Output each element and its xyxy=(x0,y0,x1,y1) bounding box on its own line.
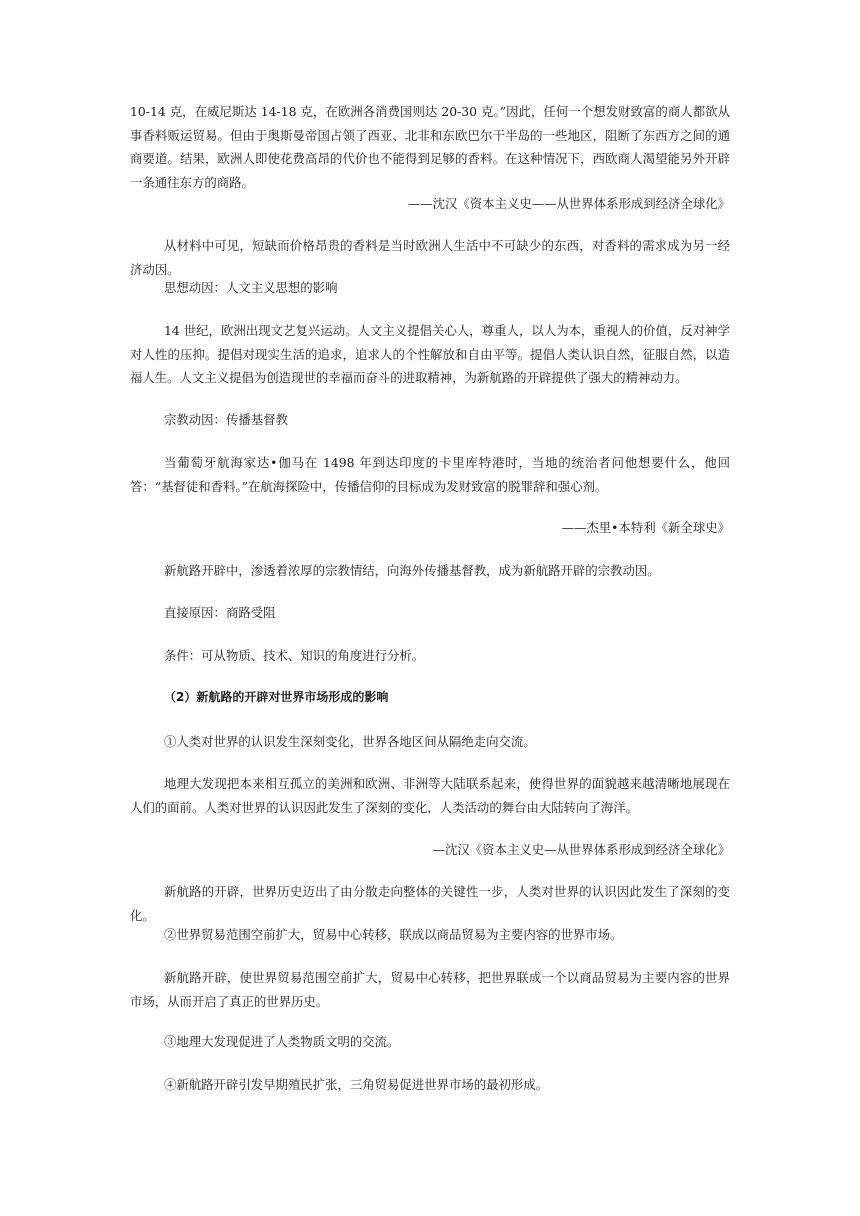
point-3: ③地理大发现促进了人类物质文明的交流。 xyxy=(164,1034,400,1049)
point-1: ①人类对世界的认识发生深刻变化，世界各地区间从隔绝走向交流。 xyxy=(164,734,536,749)
heading-religious-motive: 宗教动因：传播基督教 xyxy=(164,412,288,427)
source-citation: ——杰里•本特利《新全球史》 xyxy=(561,520,730,535)
paragraph-world-market: 新航路开辟，使世界贸易范围空前扩大，贸易中心转移，把世界联成一个以商品贸易为主要内容的世界市场，从而开启了真正的世界历史。 xyxy=(130,970,730,1009)
heading-ideological-motive: 思想动因：人文主义思想的影响 xyxy=(164,280,338,295)
heading-direct-cause: 直接原因：商路受阻 xyxy=(164,605,276,620)
paragraph-da-gama: 当葡萄牙航海家达•伽马在 1498 年到达印度的卡里库特港时，当地的统治者问他想要什么，他回答：“基督徒和香料。”在航海探险中，传播信仰的目标成为发财致富的脱罪辞和强心剂。 xyxy=(130,455,730,494)
paragraph-geographic-discovery: 地理大发现把本来相互孤立的美洲和欧洲、非洲等大陆联系起来，使得世界的面貌越来越清晰地展现在人们的面前。人类对世界的认识因此发生了深刻的变化，人类活动的舞台由大陆转向了海洋。 xyxy=(130,776,730,815)
source-citation: —沈汉《资本主义史—从世界体系形成到经济全球化》 xyxy=(432,842,730,857)
paragraph-spice-trade: 10-14 克，在威尼斯达 14-18 克，在欧洲各消费国则达 20-30 克。”因此，任何一个想发财致富的商人都欲从事香料贩运贸易。但由于奥斯曼帝国占领了西亚、北非和东欧巴尔干半岛的一些地区，阻断了东西方之间的通商要道。结果，欧洲人即使花费高昂的代价也不能得到足够的香料。在这种情况下，西欧商人渴望能另外开辟一条通往东方的商路。 xyxy=(130,104,730,190)
paragraph-conditions: 条件：可从物质、技术、知识的角度进行分析。 xyxy=(164,648,425,663)
point-2: ②世界贸易范围空前扩大，贸易中心转移，联成以商品贸易为主要内容的世界市场。 xyxy=(164,927,623,942)
paragraph-humanism: 14 世纪，欧洲出现文艺复兴运动。人文主义提倡关心人，尊重人，以人为本，重视人的价值，反对神学对人性的压抑。提倡对现实生活的追求，追求人的个性解放和自由平等。提倡人类认识自然，征服自然，以造福人生。人文主义提倡为创造现世的幸福而奋斗的进取精神，为新航路的开辟提供了强大的精神动力。 xyxy=(130,323,730,385)
point-4: ④新航路开辟引发早期殖民扩张，三角贸易促进世界市场的最初形成。 xyxy=(164,1077,549,1092)
section-heading-impact: （2）新航路的开辟对世界市场形成的影响 xyxy=(164,690,389,704)
source-citation: ——沈汉《资本主义史——从世界体系形成到经济全球化》 xyxy=(407,196,730,211)
paragraph-world-history-step: 新航路的开辟，世界历史迈出了由分散走向整体的关键性一步，人类对世界的认识因此发生了深刻的变化。 xyxy=(130,884,730,923)
paragraph-economic-motive: 从材料中可见，短缺而价格昂贵的香料是当时欧洲人生活中不可缺少的东西，对香料的需求成为另一经济动因。 xyxy=(130,238,730,277)
paragraph-religious-sentiment: 新航路开辟中，渗透着浓厚的宗教情结，向海外传播基督教，成为新航路开辟的宗教动因。 xyxy=(164,563,660,578)
